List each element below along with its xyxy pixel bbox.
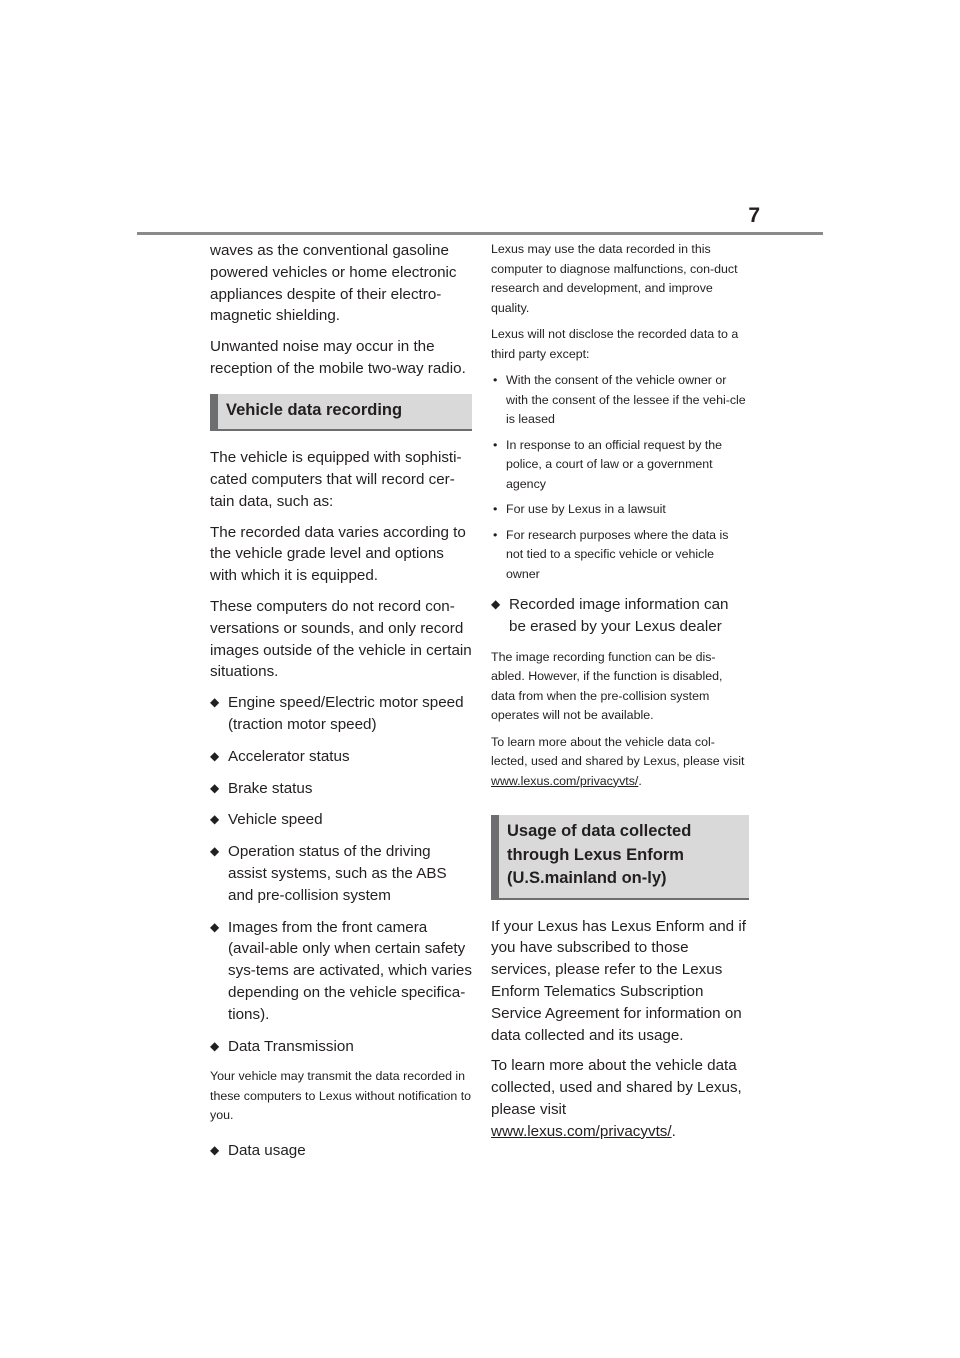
list-item-text: Data Transmission <box>228 1037 354 1055</box>
usage-paragraph-2: Lexus will not disclose the recorded data to a third party except: <box>491 327 739 361</box>
privacy-link[interactable]: www.lexus.com/privacyvts/ <box>491 773 639 788</box>
intro-paragraph-1: waves as the conventional gasoline powered vehicles or home electronic appliances despite of their electro-magnetic shielding. <box>210 242 457 325</box>
period: . <box>671 1122 676 1140</box>
learn-more-small <box>491 733 749 792</box>
list-item <box>210 746 472 768</box>
page-number: 7 <box>748 204 760 227</box>
dot-bullet-icon: • <box>493 373 498 387</box>
diamond-bullet-icon: ◆ <box>210 919 220 934</box>
dot-bullet-icon: • <box>493 437 498 452</box>
enform-paragraph-1: If your Lexus has Lexus Enform and if you have subscribed to those services, please refer to the Lexus Enform Telematics Subscription Service Agreement for information on data collected and its usage. <box>491 917 746 1044</box>
recording-paragraph-3: These computers do not record con-versations or sounds, and only record images outside of the vehicle in certain situations. <box>210 598 472 681</box>
section-title-vehicle-data-recording: Vehicle data recording <box>210 394 472 432</box>
intro-paragraph-2: Unwanted noise may occur in the reception of the mobile two-way radio. <box>210 338 466 377</box>
list-item-text: Accelerator status <box>228 747 350 765</box>
learn-more-small-text: To learn more about the vehicle data col-lected, used and shared by Lexus, please visit <box>491 734 745 769</box>
diamond-bullet-icon: ◆ <box>210 844 220 859</box>
left-column <box>210 240 472 1172</box>
diamond-bullet-icon: ◆ <box>210 812 220 827</box>
list-item <box>210 917 472 1026</box>
diamond-bullet-icon: ◆ <box>491 597 501 611</box>
privacy-link[interactable]: www.lexus.com/privacyvts/ <box>491 1122 672 1140</box>
list-item <box>491 371 749 430</box>
diamond-bullet-icon: ◆ <box>210 695 220 710</box>
usage-paragraph-1: Lexus may use the data recorded in this computer to diagnose malfunctions, con-duct research and development, and improve quality. <box>491 242 738 315</box>
list-item-text: Recorded image information can be erased by your Lexus dealer <box>509 596 729 635</box>
dot-bullet-icon: • <box>493 527 498 542</box>
list-item-text: Data usage <box>228 1141 306 1159</box>
list-item-text: For use by Lexus in a lawsuit <box>506 502 666 516</box>
list-item <box>491 500 749 520</box>
section-title-lexus-enform-usage: Usage of data collected through Lexus Enform (U.S.mainland on-ly) <box>491 815 749 900</box>
list-item-text: In response to an official request by the police, a court of law or a government agency <box>506 437 723 491</box>
diamond-bullet-icon: ◆ <box>210 1142 220 1157</box>
header-rule <box>137 232 823 235</box>
list-item <box>210 809 472 831</box>
period: . <box>638 773 642 788</box>
enform-paragraph-2-text: To learn more about the vehicle data collected, used and shared by Lexus, please visit <box>491 1057 742 1118</box>
list-item-text: With the consent of the vehicle owner or with the consent of the lessee if the vehi-cle is leased <box>506 373 746 426</box>
list-item <box>210 1140 472 1162</box>
list-item <box>491 436 749 495</box>
image-note: The image recording function can be dis-abled. However, if the function is disabled, data from when the pre-collision system operates will not be available. <box>491 649 723 723</box>
list-item <box>210 778 472 800</box>
list-item-text: Operation status of the driving assist systems, such as the ABS and pre-collision system <box>228 843 447 904</box>
list-item-text: For research purposes where the data is not tied to a specific vehicle or vehicle owner <box>506 527 729 581</box>
enform-paragraph-2 <box>491 1055 749 1142</box>
dot-bullet-icon: • <box>493 502 498 516</box>
diamond-bullet-icon: ◆ <box>210 780 220 795</box>
list-item-text: Engine speed/Electric motor speed (traction motor speed) <box>228 694 464 734</box>
diamond-bullet-icon: ◆ <box>210 1038 220 1053</box>
list-item <box>210 841 472 906</box>
transmission-note: Your vehicle may transmit the data recorded in these computers to Lexus without notification to you. <box>210 1069 472 1123</box>
list-item-text: Brake status <box>228 779 313 797</box>
list-item <box>210 1036 472 1058</box>
recording-paragraph-1: The vehicle is equipped with sophisti-cated computers that will record cer-tain data, such as: <box>210 449 462 510</box>
list-item <box>491 526 749 585</box>
list-item <box>210 692 472 736</box>
recording-paragraph-2: The recorded data varies according to the vehicle grade level and options with which it is equipped. <box>210 523 466 585</box>
diamond-bullet-icon: ◆ <box>210 748 220 763</box>
list-item-text: Vehicle speed <box>228 811 323 829</box>
list-item-text: Images from the front camera (avail-able only when certain safety sys-tems are activated, which varies depending on the vehicle specifica-tions). <box>228 918 472 1023</box>
list-item <box>491 594 749 638</box>
right-column <box>491 240 749 1152</box>
